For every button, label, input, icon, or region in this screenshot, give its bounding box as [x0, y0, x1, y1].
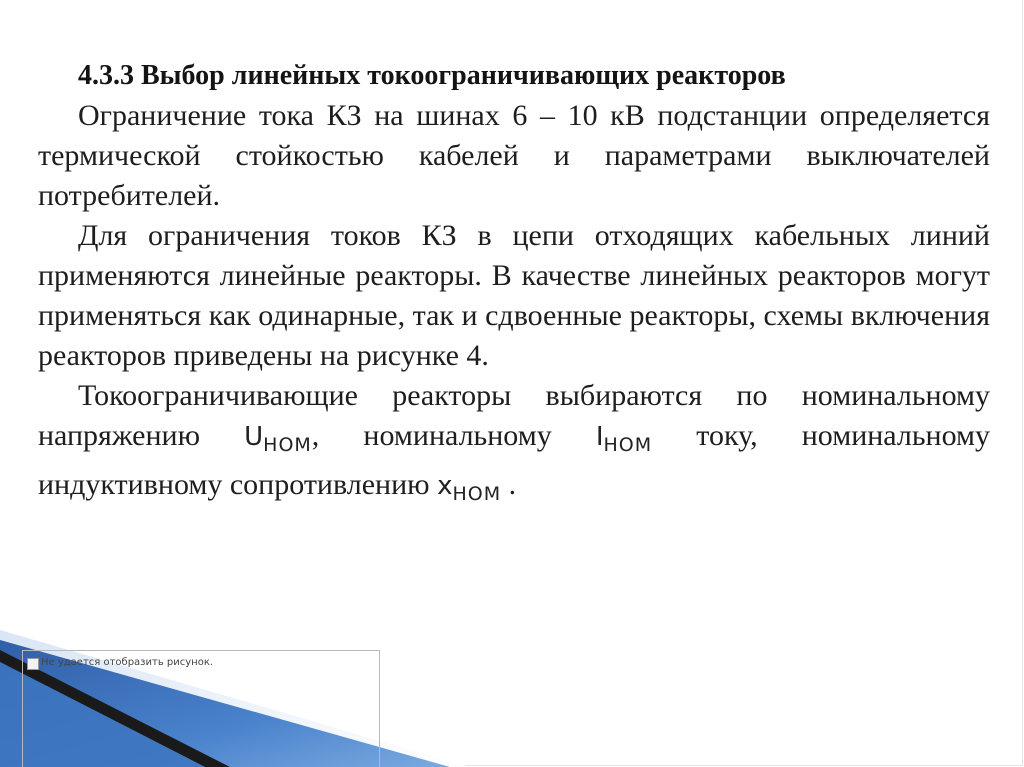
slide-content	[38, 56, 990, 514]
symbol-i: I	[595, 422, 604, 452]
paragraph-1: Ограничение тока КЗ на шинах 6 – 10 кВ подстанции определяется термической стойкостью кабелей и параметрами выключателей потребителей.	[38, 99, 990, 212]
paragraph-3-text-1: Токоограничивающие реакторы выбираются по номинальному напряжению	[38, 379, 990, 452]
symbol-x: x	[437, 471, 453, 501]
paragraph-3-text-4: .	[501, 468, 517, 501]
section-heading: 4.3.3 Выбор линейных токоограничивающих реакторов	[78, 60, 786, 91]
image-placeholder-message: Не удается отобразить рисунок.	[41, 657, 214, 668]
paragraph-3-text-3: току, номинальному индуктивному сопротивлению	[38, 419, 991, 501]
broken-image-icon	[27, 658, 39, 670]
symbol-u-subscript: НОМ	[263, 434, 312, 456]
symbol-x-nom	[437, 471, 502, 505]
symbol-u: U	[244, 422, 264, 452]
paragraph-3-text-2: , номинальному	[311, 419, 596, 452]
paragraph-2: Для ограничения токов КЗ в цепи отходящих кабельных линий применяются линейные реакторы. В качестве линейных реакторов могут применяться как одинарные, так и сдвоенные реакторы, схемы включения реакторов приведены на рисунке 4.	[38, 219, 990, 372]
symbol-i-nom	[595, 422, 653, 456]
symbol-i-subscript: НОМ	[603, 434, 653, 456]
symbol-u-nom	[244, 422, 312, 456]
paragraph-3	[38, 376, 990, 514]
image-placeholder	[22, 650, 380, 767]
symbol-x-subscript: НОМ	[452, 483, 502, 505]
